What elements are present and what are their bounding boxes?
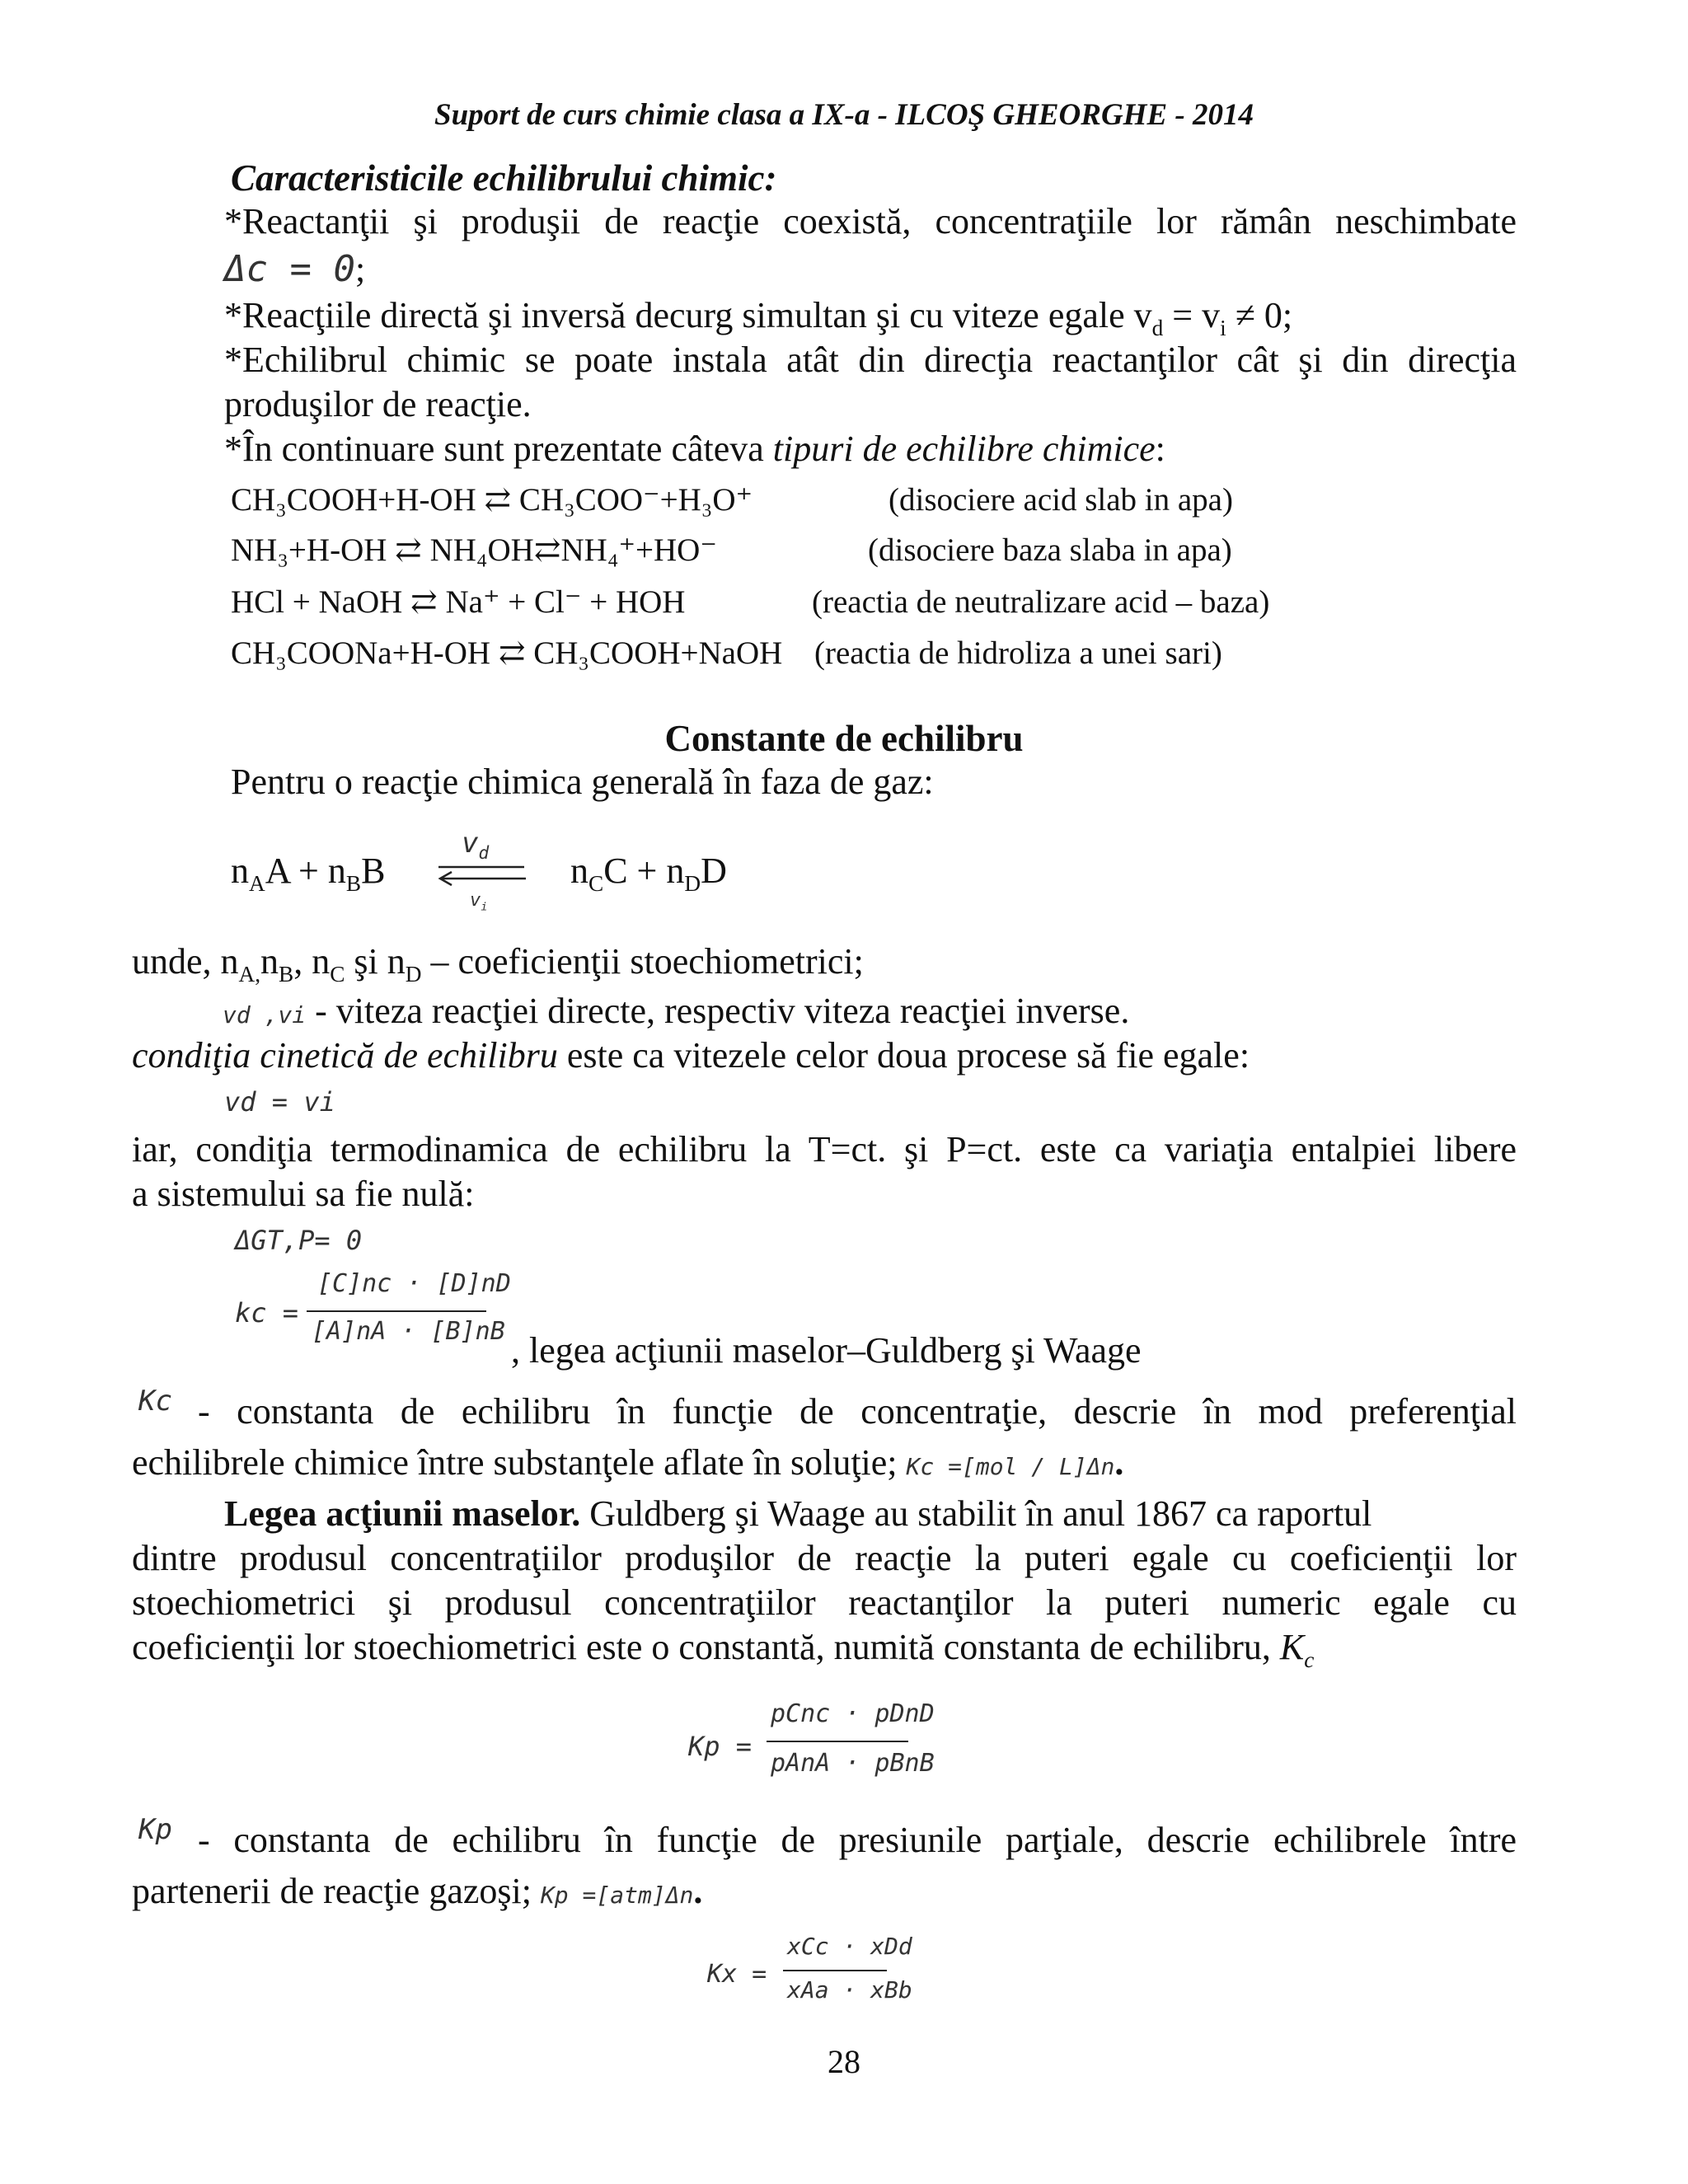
kx-numerator: xCc · xDd (787, 1933, 912, 1960)
kc-fraction-bar (307, 1310, 486, 1312)
paragraph-line: partenerii de reacţie gazoşi; Kp =[atm]Δn. (132, 1871, 703, 1911)
paragraph-line: coeficienţii lor stoechiometrici este o constantă, numită constanta de echilibru, $K_c$ (132, 1627, 1315, 1672)
page-header: Suport de curs chimie clasa a IX-a - ILCOŞ GHEORGHE - 2014 (434, 98, 1254, 132)
paragraph-line: *Echilibrul chimic se poate instala atât din direcţia reactanţilor cât şi din direcţia (224, 340, 1517, 380)
kc-symbol: Kc (138, 1385, 172, 1418)
paragraph-line: - constanta de echilibru în funcţie de concentraţie, descrie în mod preferenţial (198, 1391, 1517, 1432)
equilibrium-arrow-icon (437, 862, 528, 887)
reaction-note: (reactia de neutralizare acid – baza) (812, 584, 1270, 620)
paragraph-line: stoechiometrici şi produsul concentraţiilor reactanţilor la puteri numeric egale cu (132, 1582, 1517, 1623)
reaction-note: (disociere baza slaba in apa) (868, 532, 1232, 568)
page-number: 28 (828, 2043, 860, 2080)
paragraph-line: *Reactanţii şi produşii de reacţie coexistă, concentraţiile lor rămân neschimbate (224, 201, 1517, 241)
paragraph-line: Legea acţiunii maselor. Guldberg şi Waage au stabilit în anul 1867 ca raportul (224, 1493, 1372, 1534)
paragraph-line: iar, condiţia termodinamica de echilibru la T=ct. şi P=ct. este ca variaţia entalpiei libere (132, 1129, 1517, 1169)
kp-lhs: Kp = (688, 1731, 753, 1762)
kp-denominator: pAnA · pBnB (771, 1749, 935, 1778)
arrow-label-vd: $v_d$ (462, 827, 490, 863)
kp-symbol: Kp (138, 1813, 172, 1846)
paragraph-line: - constanta de echilibru în funcţie de presiunile parţiale, descrie echilibrele între (198, 1820, 1517, 1860)
reaction-note: (reactia de hidroliza a unei sari) (814, 635, 1222, 671)
section-title-characteristics: Caracteristicile echilibrului chimic: (231, 157, 777, 199)
paragraph-line: *În continuare sunt prezentate câteva tipuri de echilibre chimice: (224, 429, 1165, 469)
delta-c-formula: Δc = 0; (224, 248, 366, 290)
speed-symbols: vd ,vi (223, 1001, 307, 1029)
kc-numerator: [C]nc · [D]nD (317, 1269, 511, 1298)
section-title-constants: Constante de echilibru (664, 718, 1024, 759)
reaction-equation: CH₃COONa+H-OH ⇄ CH₃COOH+NaOH (231, 635, 783, 671)
paragraph-line: produşilor de reacţie. (224, 384, 532, 424)
paragraph-line: *Reacţiile directă şi inversă decurg simultan şi cu viteze egale $v_d = v_i \ne 0$; (224, 295, 1293, 340)
kc-lhs: kc = (235, 1297, 299, 1329)
reaction-note: (disociere acid slab in apa) (889, 482, 1233, 518)
kx-denominator: xAa · xBb (787, 1976, 912, 2004)
general-reaction-right: $n_CC + n_DD$ (570, 851, 727, 896)
paragraph-line: vd ,vi - viteza reacţiei directe, respectiv viteza reacţiei inverse. (223, 991, 1130, 1031)
arrow-label-vi: $v_i$ (470, 890, 488, 914)
kx-lhs: Kx = (707, 1960, 767, 1989)
kp-unit: Kp =[atm]Δn (540, 1882, 694, 1909)
paragraph-line: condiţia cinetică de echilibru este ca vitezele celor doua procese să fie egale: (132, 1035, 1250, 1076)
reaction-equation: CH₃COOH+H-OH ⇄ CH₃COO⁻+H₃O⁺ (231, 482, 753, 518)
paragraph-line: a sistemului sa fie nulă: (132, 1174, 475, 1214)
delta-g-formula: ΔGT,P= 0 (235, 1225, 363, 1256)
kc-unit: Kc =[mol / L]Δn (906, 1453, 1115, 1480)
vd-equals-vi-formula: vd = vi (224, 1086, 335, 1118)
kp-fraction-bar (767, 1741, 908, 1742)
paragraph-line: Pentru o reacţie chimica generală în faza de gaz: (231, 762, 934, 802)
paragraph-line: unde, $n_{A,}n_B$, $n_C$ şi $n_D$ – coeficienţii stoechiometrici; (132, 941, 864, 987)
kx-fraction-bar (783, 1970, 887, 1971)
mass-action-label: , legea acţiunii maselor–Guldberg şi Waage (511, 1330, 1142, 1371)
paragraph-line: echilibrele chimice între substanţele aflate în soluţie; Kc =[mol / L]Δn. (132, 1442, 1124, 1483)
reaction-equation: HCl + NaOH ⇄ Na⁺ + Cl⁻ + HOH (231, 584, 686, 620)
paragraph-line: dintre produsul concentraţiilor produşilor de reacţie la puteri egale cu coeficienţii lor (132, 1538, 1517, 1578)
kp-numerator: pCnc · pDnD (771, 1699, 935, 1728)
kc-denominator: [A]nA · [B]nB (312, 1317, 505, 1346)
delta-c: Δc = 0 (224, 248, 355, 290)
reaction-equation: NH₃+H-OH ⇄ NH₄OH⇄NH₄⁺+HO⁻ (231, 532, 717, 568)
general-reaction-left: $n_AA + n_BB$ (231, 851, 386, 896)
